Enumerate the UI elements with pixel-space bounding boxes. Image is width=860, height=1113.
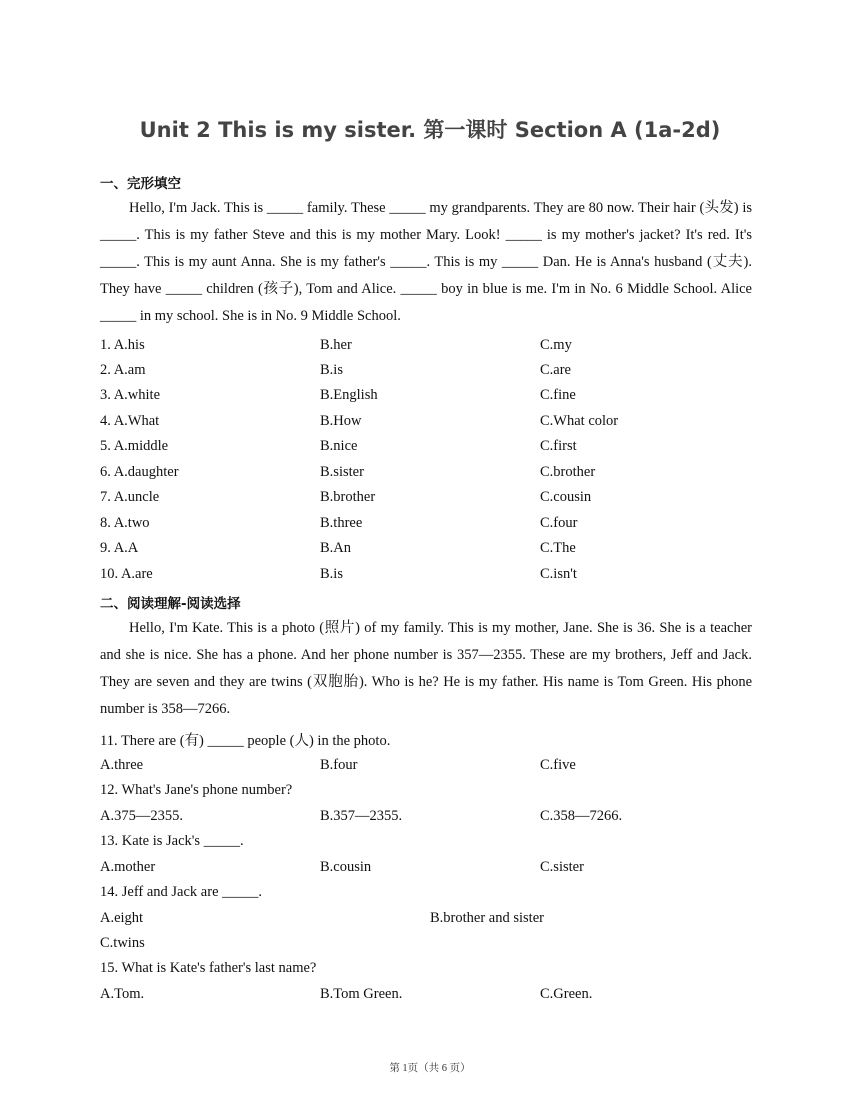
option-b: B.Tom Green. (320, 986, 403, 1002)
option-a: A.mother (100, 859, 156, 875)
reading-passage: Hello, I'm Kate. This is a photo (照片) of my family. This is my mother, Jane. She is 36. She is a teacher and she is nice. She has a phone. And her phone number is 357—2355. These are my brothers, Jeff and Jack. They are seven and they are twins (双胞胎). Who is he? He is my father. His name is Tom Green. His phone number is 358—7266. (100, 620, 752, 717)
option-c: C.What color (540, 413, 619, 429)
option-a: A.375—2355. (100, 808, 183, 824)
option-a: 4. A.What (100, 413, 160, 429)
option-b: B.brother and sister (430, 910, 544, 926)
question-stem: 15. What is Kate's father's last name? (100, 960, 317, 976)
option-a: 6. A.daughter (100, 464, 179, 480)
option-c: C.fine (540, 387, 576, 403)
option-b: B.is (320, 566, 343, 582)
option-c: C.358—7266. (540, 808, 623, 824)
option-b: B.357—2355. (320, 808, 403, 824)
option-a: 10. A.are (100, 566, 153, 582)
option-b: B.brother (320, 489, 376, 505)
option-c: C.four (540, 515, 578, 531)
option-c: C.five (540, 757, 576, 773)
option-b: B.four (320, 757, 358, 773)
option-b: B.nice (320, 438, 358, 454)
option-a: A.Tom. (100, 986, 145, 1002)
question-stem: 13. Kate is Jack's _____. (100, 833, 244, 849)
option-c: C.sister (540, 859, 584, 875)
option-c: C.twins (100, 935, 145, 951)
option-c: C.cousin (540, 489, 592, 505)
option-b: B.cousin (320, 859, 372, 875)
option-b: B.How (320, 413, 362, 429)
option-a: A.eight (100, 910, 144, 926)
option-a: 3. A.white (100, 387, 161, 403)
option-a: 8. A.two (100, 515, 150, 531)
question-stem: 12. What's Jane's phone number? (100, 782, 293, 798)
option-a: 1. A.his (100, 337, 145, 353)
option-b: B.is (320, 362, 343, 378)
option-a: A.three (100, 757, 144, 773)
option-a: 2. A.am (100, 362, 146, 378)
section-heading-reading: 二、阅读理解-阅读选择 (100, 596, 241, 612)
option-a: 7. A.uncle (100, 489, 160, 505)
option-b: B.three (320, 515, 363, 531)
option-a: 9. A.A (100, 540, 139, 556)
option-c: C.are (540, 362, 571, 378)
option-c: C.isn't (540, 566, 577, 582)
cloze-passage: Hello, I'm Jack. This is _____ family. These _____ my grandparents. They are 80 now. Their hair (头发) is _____. This is my father Steve and this is my mother Mary. Look! _____ is my mother's jacket? It's red. It's _____. This is my aunt Anna. She is my father's _____. This is my _____ Dan. He is Anna's husband (丈夫). They have _____ children (孩子), Tom and Alice. _____ boy in blue is me. I'm in No. 6 Middle School. Alice _____ in my school. She is in No. 9 Middle School. (100, 200, 752, 324)
option-a: 5. A.middle (100, 438, 169, 454)
question-stem: 11. There are (有) _____ people (人) in the photo. (100, 733, 391, 749)
option-b: B.sister (320, 464, 364, 480)
option-b: B.her (320, 337, 352, 353)
option-c: C.The (540, 540, 576, 556)
option-c: C.brother (540, 464, 596, 480)
option-c: C.my (540, 337, 572, 353)
page-title: Unit 2 This is my sister. 第一课时 Section A (1a-2d) (139, 118, 721, 142)
section-heading-cloze: 一、完形填空 (100, 176, 181, 192)
option-c: C.Green. (540, 986, 593, 1002)
page-footer: 第 1页（共 6 页） (389, 1063, 471, 1074)
option-c: C.first (540, 438, 577, 454)
option-b: B.English (320, 387, 378, 403)
question-stem: 14. Jeff and Jack are _____. (100, 884, 262, 900)
option-b: B.An (320, 540, 352, 556)
